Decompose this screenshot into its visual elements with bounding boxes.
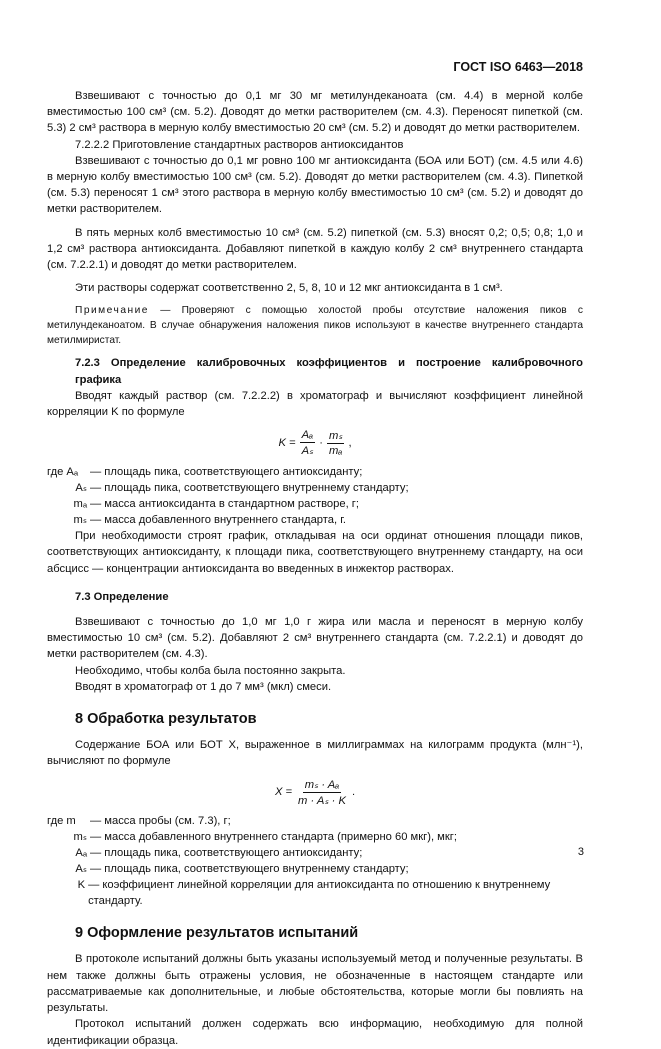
fraction bbox=[300, 429, 316, 457]
definition bbox=[47, 496, 583, 512]
definition bbox=[47, 829, 583, 845]
paragraph: Протокол испытаний должен содержать всю информацию, необходимую для полной идентификации образца. bbox=[47, 1018, 583, 1047]
definition bbox=[47, 877, 583, 909]
note-label: Примечание bbox=[75, 305, 149, 317]
section-title-7-2-3: 7.2.3 Определение калибровочных коэффициентов и построение калибровочного графика bbox=[75, 357, 583, 386]
formula-end: , bbox=[348, 437, 352, 450]
definition-symbol: K bbox=[77, 879, 86, 892]
definition bbox=[47, 813, 583, 829]
page-number: 3 bbox=[577, 846, 584, 858]
definition bbox=[47, 464, 583, 480]
definition-symbol: где m bbox=[47, 815, 76, 828]
definition-symbol: Aₐ bbox=[75, 847, 87, 860]
paragraph: Взвешивают с точностью до 0,1 мг 30 мг метилундеканоата (см. 4.4) в мерной колбе вместимостью 100 см³ (см. 5.2). Доводят до метки растворителем (см. 4.3). Переносят пипеткой (см. 5.3) 2 см³ раствора в мерную колбу вместимостью 20 см³ (см. 5.2) и доводят до метки растворителем. bbox=[47, 90, 583, 135]
fraction-denominator: m · Aₛ · K bbox=[298, 794, 346, 807]
paragraph: В пять мерных колб вместимостью 10 см³ (см. 5.2) пипеткой (см. 5.3) вносят 0,2; 0,5; 0,8; 1,0 и 1,2 см³ раствора антиоксиданта. Добавляют пипеткой в каждую колбу 2 см³ внутреннего стандарта (см. 7.2.2.1) и доводят до метки растворителем. bbox=[47, 226, 583, 272]
definition-text: — коэффициент линейной корреляции для антиоксиданта по отношению к внутреннему стандарту. bbox=[88, 879, 551, 908]
formula-k bbox=[47, 426, 583, 460]
definition bbox=[47, 861, 583, 877]
fraction-denominator: mₐ bbox=[329, 445, 343, 458]
section-title-8: 8 Обработка результатов bbox=[75, 711, 257, 728]
definition bbox=[47, 480, 583, 496]
formula-end: . bbox=[351, 786, 356, 799]
definition bbox=[47, 512, 583, 528]
paragraph: Необходимо, чтобы колба была постоянно закрыта. bbox=[75, 664, 346, 677]
definition-text: — масса антиоксиданта в стандартном растворе, г; bbox=[90, 498, 359, 511]
definition-symbol: mₛ bbox=[73, 831, 87, 844]
paragraph: Вводят каждый раствор (см. 7.2.2.2) в хроматограф и вычисляют коэффициент линейной корреляции K по формуле bbox=[47, 389, 583, 419]
definition-symbol: mₐ bbox=[73, 498, 87, 511]
paragraph: В протоколе испытаний должны быть указаны используемый метод и полученные результаты. В нем также должны быть отражены условия, не обозначенные в настоящем стандарте или рассматриваемые как дополнительные, и любые обстоятельства, которые могли бы повлиять на результаты. bbox=[47, 953, 583, 1015]
fraction-denominator: Aₛ bbox=[301, 445, 314, 458]
formula-lhs: K = bbox=[278, 437, 296, 450]
definition-text: — площадь пика, соответствующего антиоксиданту; bbox=[90, 847, 363, 860]
definition bbox=[47, 845, 583, 861]
section-title-9: 9 Оформление результатов испытаний bbox=[75, 925, 359, 942]
fraction bbox=[327, 429, 345, 457]
paragraph: Взвешивают с точностью до 0,1 мг ровно 100 мг антиоксиданта (БОА или БОТ) (см. 4.5 или 4.6) в мерную колбу вместимостью 100 см³ (см. 5.2). Доводят до метки растворителем (см. 4.3). Пипеткой (см. 5.3) переносят 1 см³ этого раствора в мерную колбу вместимостью 10 см³ (см. 5.2) и доводят до метки растворителем. bbox=[47, 154, 583, 216]
formula-x bbox=[47, 775, 583, 809]
definition-text: — площадь пика, соответствующего внутреннему стандарту; bbox=[90, 482, 409, 495]
formula-lhs: X = bbox=[274, 786, 293, 799]
definition-text: — площадь пика, соответствующего внутреннему стандарту; bbox=[90, 863, 409, 876]
paragraph: При необходимости строят график, откладывая на оси ординат отношения площади пиков, соответствующих антиоксиданту, к площади пика, соответствующего внутреннему стандарту, на оси абсцисс — концентрации антиоксиданта во введенных в инжектор растворах. bbox=[47, 530, 583, 575]
fraction-numerator: mₛ bbox=[328, 430, 343, 443]
paragraph: Содержание БОА или БОТ X, выраженное в миллиграммах на килограмм продукта (млн⁻¹), вычисляют по формуле bbox=[47, 739, 583, 768]
fraction-numerator: mₛ · Aₐ bbox=[304, 778, 340, 791]
multiply-dot: · bbox=[319, 437, 323, 450]
document-body bbox=[47, 88, 583, 1049]
definition-text: — масса добавленного внутреннего стандарта (примерно 60 мкг), мкг; bbox=[90, 831, 457, 844]
definition-symbol: Aₛ bbox=[75, 482, 87, 495]
paragraph: Взвешивают с точностью до 1,0 мг 1,0 г жира или масла и переносят в мерную колбу вместимостью 10 см³ (см. 5.2). Добавляют 2 см³ внутреннего стандарта (см. 7.2.2.1) и доводят до метки растворителем (см. 4.3). bbox=[47, 616, 583, 661]
note bbox=[47, 303, 583, 348]
fraction-numerator: Aₐ bbox=[301, 429, 314, 442]
definition-text: — масса добавленного внутреннего стандарта, г. bbox=[90, 514, 347, 527]
definition-symbol: Aₛ bbox=[75, 863, 87, 876]
definition-symbol: где Aₐ bbox=[47, 466, 79, 479]
section-title-7-3: 7.3 Определение bbox=[75, 590, 169, 603]
fraction bbox=[296, 778, 348, 807]
definitions-8 bbox=[47, 813, 583, 909]
paragraph: Эти растворы содержат соответственно 2, 5, 8, 10 и 12 мкг антиоксиданта в 1 см³. bbox=[75, 282, 503, 295]
paragraph: Вводят в хроматограф от 1 до 7 мм³ (мкл) смеси. bbox=[75, 680, 332, 693]
definitions-7-2-3 bbox=[47, 464, 583, 528]
subsection-title: 7.2.2.2 Приготовление стандартных растворов антиоксидантов bbox=[75, 138, 404, 151]
standard-header: ГОСТ ISO 6463—2018 bbox=[453, 60, 583, 74]
definition-text: — площадь пика, соответствующего антиоксиданту; bbox=[90, 466, 363, 479]
note-text: — Проверяют с помощью холостой пробы отсутствие наложения пиков с метилундеканоатом. В случае обнаружения наложения пиков используют в качестве внутреннего стандарта метилмиристат. bbox=[47, 305, 583, 347]
definition-symbol: mₛ bbox=[73, 514, 87, 527]
definition-text: — масса пробы (см. 7.3), г; bbox=[90, 815, 231, 828]
